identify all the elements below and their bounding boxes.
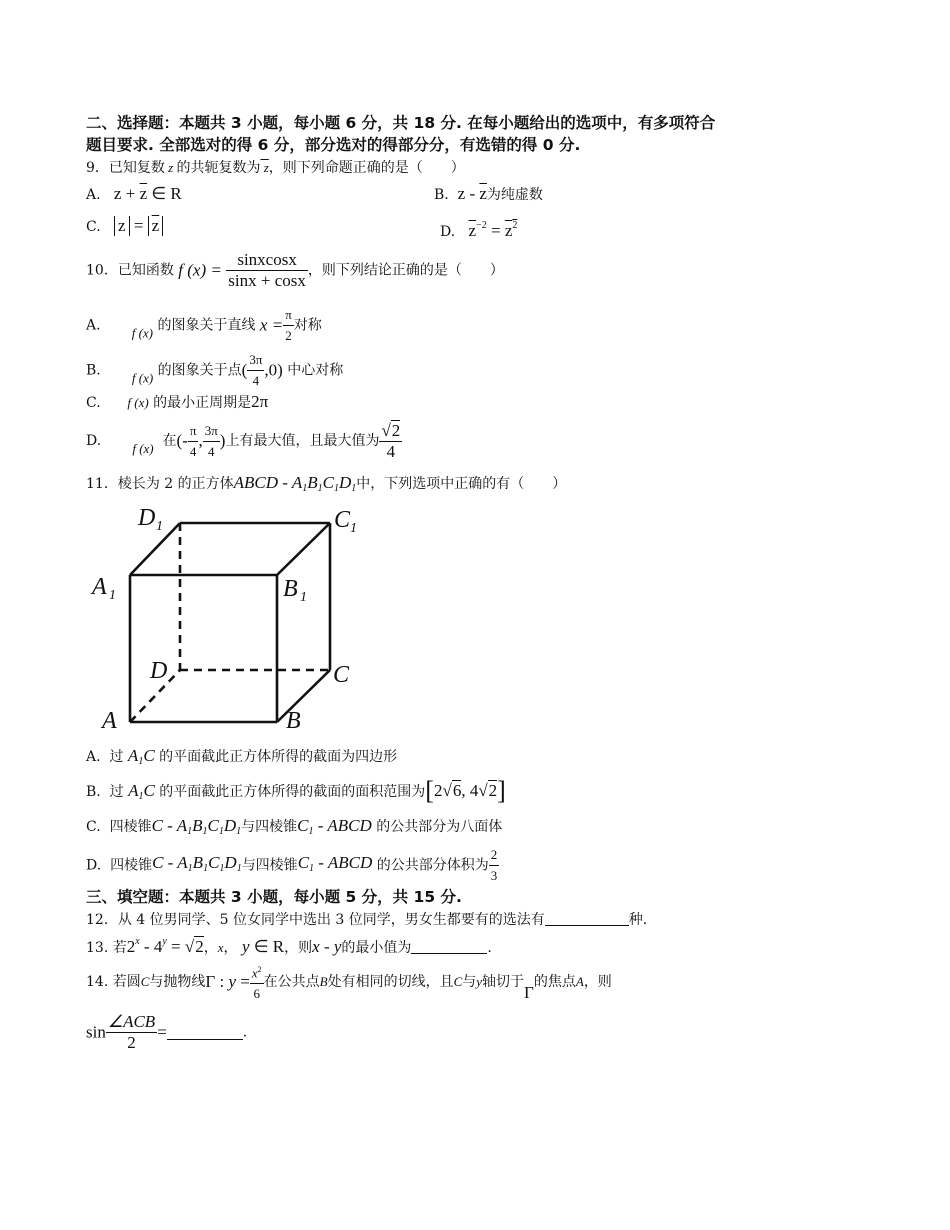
q14-line2: sin $\frac{\text{∠ACB}}{2}$ = .: [86, 1012, 248, 1052]
q10-fraction: $\frac{\text{sinxcosx}}{\sin x + \cos x}$: [228, 250, 306, 290]
q10-option-c: C. f (x) 的最小正周期是2π: [86, 392, 269, 411]
label-a1: A: [92, 574, 107, 600]
q11-option-b: B. 过 $A_1C$ 的平面截此正方体所得的截面的面积范围为[2√6, 4√2]: [86, 776, 506, 805]
label-d1: D: [138, 505, 156, 531]
label-a1-sub: 1: [109, 588, 116, 603]
q14-answer-blank[interactable]: [167, 1025, 243, 1040]
q9-option-a: A. $z + \overline{z}$ ∈ R: [86, 184, 182, 203]
q12: 12．从 4 位男同学、5 位女同学中选出 3 位同学，男女生都要有的选法有 种.: [86, 912, 648, 928]
q11-stem: 11．棱长为 2 的正方体ABCD - $A_1B_1C_1D_1$中，下列选项中正确的有（ ）: [86, 473, 567, 494]
q10-option-b: B. f (x) 的图象关于点( $\frac{3\pi}{4}$ ,0) 中心对称: [86, 352, 344, 388]
q10-option-d: D. f (x) 在(- $\frac{\pi}{4}$ , $\frac{3\pi}{4}$ )上有最大值，且最大值为 $\frac{√2}{4}$: [86, 421, 401, 461]
label-c: C: [333, 662, 350, 688]
q11-option-a: A. 过 $A_1C$ 的平面截此正方体所得的截面为四边形: [86, 746, 398, 767]
label-b1-sub: 1: [300, 590, 307, 605]
section3-title: 三、填空题：本题共 3 小题，每小题 5 分，共 15 分.: [86, 888, 462, 906]
label-d1-sub: 1: [156, 519, 163, 534]
q11-option-d: D. 四棱锥C - $A_1B_1C_1D_1$与四棱锥$C_1$ - ABCD 的公共部分体积为 $\frac{2}{3}$: [86, 847, 498, 883]
q12-answer-blank[interactable]: [545, 911, 629, 926]
q9-stem: 9．已知复数 z 的共轭复数为 z，则下列命题正确的是（ ）: [86, 160, 465, 176]
label-c1: C: [334, 507, 351, 533]
label-b: B: [286, 708, 301, 734]
label-a: A: [102, 708, 117, 734]
section2-title-line2: 题目要求. 全部选对的得 6 分，部分选对的得部分分，有选错的得 0 分.: [86, 136, 581, 154]
q9-option-c: C. $z = \overline{z}$: [86, 216, 163, 237]
q10-option-a: A. f (x) 的图象关于直线 x = $\frac{\pi}{2}$ 对称: [86, 307, 322, 343]
q9-option-b: B. z - $\overline{z}$为纯虚数: [434, 184, 543, 203]
section2-title-line1: 二、选择题：本题共 3 小题，每小题 6 分，共 18 分. 在每小题给出的选项中，有多项符合: [86, 114, 716, 132]
q13-answer-blank[interactable]: [411, 939, 487, 954]
q11-option-c: C. 四棱锥C - $A_1B_1C_1D_1$与四棱锥$C_1$ - ABCD 的公共部分为八面体: [86, 816, 503, 837]
q10-stem: 10．已知函数 f (x) = $\frac{\text{sinxcosx}}{\sin x + \cos x}$ ，则下列结论正确的是（ ）: [86, 250, 504, 290]
q14-line1: 14. 若圆C与抛物线Γ : y = $\frac{x^2}{6}$ 在公共点B处有相同的切线，且C与y轴切于Γ的焦点A，则: [86, 960, 612, 1004]
q9-option-d: D. $\overline{z}^{-2} = z^2$: [440, 220, 518, 240]
label-b1: B: [283, 576, 298, 602]
label-c1-sub: 1: [350, 521, 357, 536]
label-d: D: [150, 658, 168, 684]
cube-diagram: [90, 500, 370, 735]
q13: 13. 若$2^x - 4^y = √2$，x， y ∈ R，则x - y的最小值为 .: [86, 936, 492, 956]
